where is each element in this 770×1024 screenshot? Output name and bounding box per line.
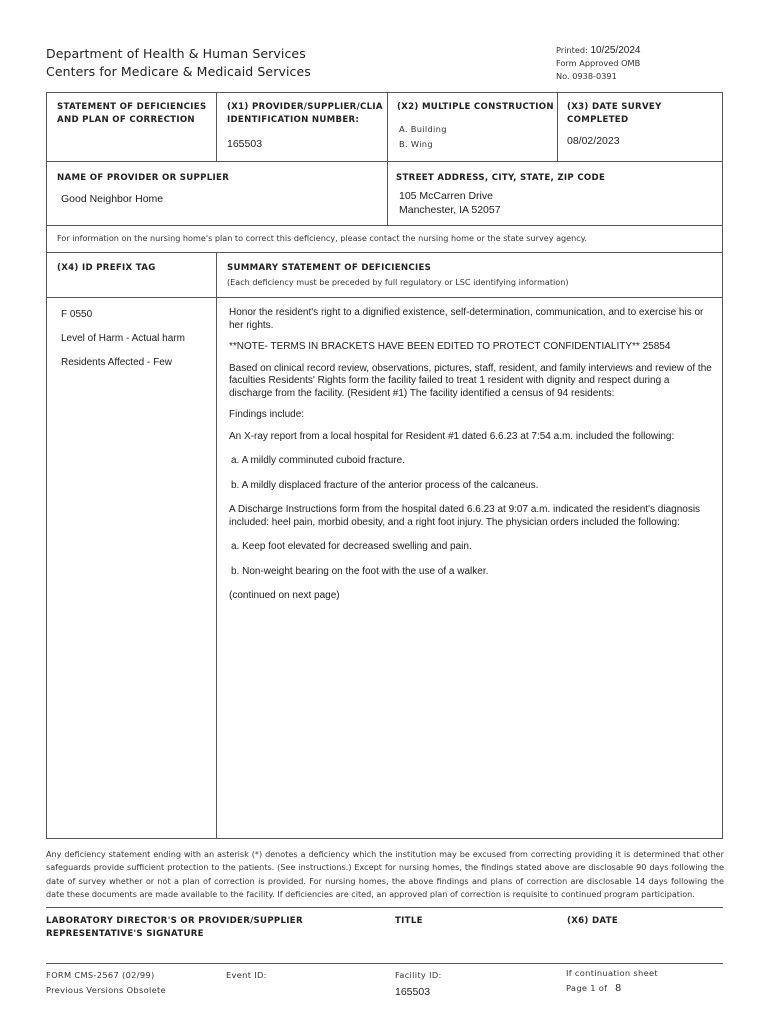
x3-label: (X3) DATE SURVEY COMPLETED — [567, 102, 662, 125]
printed-label: Printed: — [556, 45, 588, 55]
x1-label: (X1) PROVIDER/SUPPLIER/CLIA IDENTIFICATION NUMBER: — [227, 102, 383, 125]
body-para: Honor the resident's right to a dignified existence, self-determination, communication, and to exercise his or her rights. — [229, 307, 704, 331]
continued-note: (continued on next page) — [229, 590, 340, 601]
facility-id-value: 165503 — [395, 986, 431, 998]
body-para: A Discharge Instructions form from the hospital dated 6.6.23 at 9:07 a.m. indicated the resident's diagnosis included: heel pain, morbid obesity, and a right foot injury. The physician orders included the following: — [229, 504, 701, 528]
body-para: a. A mildly comminuted cuboid fracture. — [231, 455, 405, 466]
level-of-harm: Level of Harm - Actual harm — [61, 333, 185, 344]
form-id: FORM CMS-2567 (02/99) — [46, 970, 155, 980]
address-line2: Manchester, IA 52057 — [399, 204, 501, 216]
provider-name: Good Neighbor Home — [61, 193, 164, 205]
page-label: Page 1 of — [566, 983, 608, 993]
body-text — [229, 307, 715, 603]
date-label: (X6) DATE — [567, 916, 619, 926]
body-para: Findings include: — [229, 409, 305, 420]
provider-name-label: NAME OF PROVIDER OR SUPPLIER — [57, 173, 230, 183]
event-id-label: Event ID: — [226, 970, 267, 980]
address-line1: 105 McCarren Drive — [399, 190, 493, 202]
printed-block — [556, 45, 641, 56]
summary-label: SUMMARY STATEMENT OF DEFICIENCIES — [227, 263, 432, 273]
page-total: 8 — [615, 982, 622, 994]
residents-affected: Residents Affected - Few — [61, 357, 172, 368]
department-title: Department of Health & Human Services — [46, 46, 306, 61]
x1-value: 165503 — [227, 138, 263, 150]
obsolete-note: Previous Versions Obsolete — [46, 985, 166, 995]
body-para: b. Non-weight bearing on the foot with the use of a walker. — [231, 565, 489, 577]
form-approved: Form Approved OMB — [556, 58, 641, 68]
body-para: a. Keep foot elevated for decreased swelling and pain. — [231, 541, 472, 552]
disclaimer: Any deficiency statement ending with an asterisk (*) denotes a deficiency which the institution may be excused from correcting providing it is determined that other safeguards provide sufficient protection to the patients. (See instructions.) Except for nursing homes, the findings stated above are disclosable 90 days following the date of survey whether or not a plan of correction is provided. For nursing homes, the above findings and plans of correction are disclosable 14 days following the date these documents are made available to the facility. If deficiencies are cited, an approved plan of correction is requisite to continued program participation. — [46, 849, 724, 899]
facility-id-label: Facility ID: — [395, 970, 442, 980]
statement-label: STATEMENT OF DEFICIENCIES AND PLAN OF CORRECTION — [57, 102, 207, 125]
signature-label: LABORATORY DIRECTOR'S OR PROVIDER/SUPPLIER REPRESENTATIVE'S SIGNATURE — [46, 916, 303, 939]
info-line: For information on the nursing home's plan to correct this deficiency, please contact the nursing home or the state survey agency. — [57, 233, 587, 243]
body-para: **NOTE- TERMS IN BRACKETS HAVE BEEN EDITED TO PROTECT CONFIDENTIALITY** 25854 — [229, 341, 671, 352]
omb-number: No. 0938-0391 — [556, 71, 617, 81]
address-label: STREET ADDRESS, CITY, STATE, ZIP CODE — [396, 173, 606, 183]
agency-title: Centers for Medicare & Medicaid Services — [46, 64, 311, 79]
x2-building: A. Building — [399, 124, 447, 134]
body-para: b. A mildly displaced fracture of the anterior process of the calcaneus. — [231, 479, 539, 491]
title-label: TITLE — [395, 916, 423, 926]
body-para: An X-ray report from a local hospital for Resident #1 dated 6.6.23 at 7:54 a.m. included the following: — [229, 430, 675, 442]
x3-value: 08/02/2023 — [567, 135, 620, 147]
summary-sub: (Each deficiency must be preceded by full regulatory or LSC identifying information) — [227, 277, 569, 287]
continuation-label: If continuation sheet — [566, 968, 658, 978]
x2-label: (X2) MULTIPLE CONSTRUCTION — [397, 102, 554, 112]
printed-date: 10/25/2024 — [590, 45, 641, 56]
body-para: Based on clinical record review, observations, pictures, staff, resident, and family interviews and review of the faculties Residents' Rights form the facility failed to treat 1 resident with dignity and respect during a discharge from the facility. (Resident #1) The facility identified a census of 94 residents: — [229, 362, 712, 399]
tag-id: F 0550 — [61, 309, 93, 320]
x2-wing: B. Wing — [399, 139, 433, 149]
x4-label: (X4) ID PREFIX TAG — [57, 263, 156, 273]
page-indicator — [566, 982, 621, 994]
